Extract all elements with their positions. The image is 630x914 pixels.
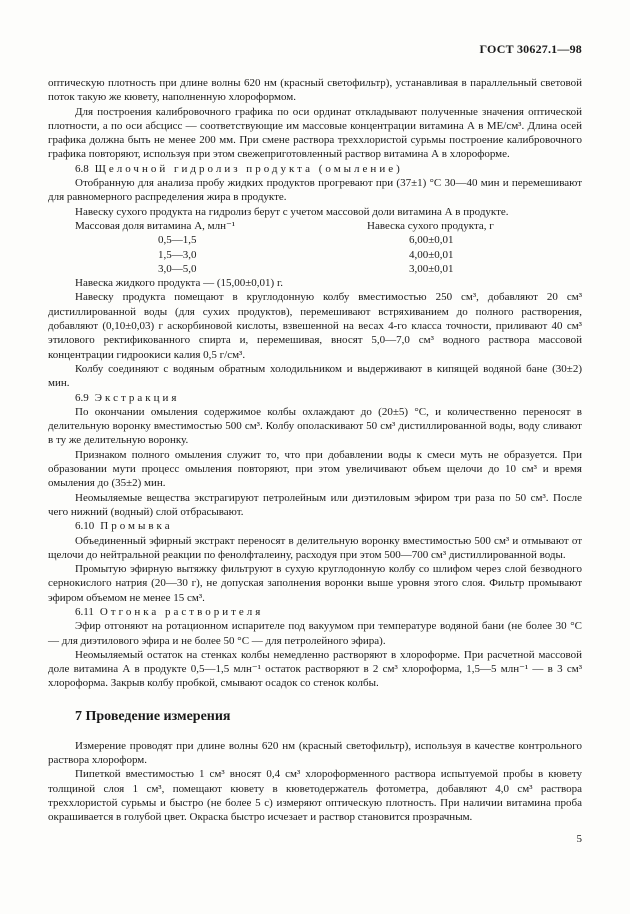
table-header: Массовая доля витамина А, млн⁻¹ xyxy=(75,219,236,232)
section-heading-7: 7 Проведение измерения xyxy=(75,708,231,724)
table-cell: 0,5—1,5 xyxy=(158,234,197,247)
section-heading-6-8: 6.8 Щелочной гидролиз продукта (омыление) xyxy=(75,162,403,175)
table-row xyxy=(48,248,582,262)
paragraph: Отобранную для анализа пробу жидких продуктов прогревают при (37±1) °С 30—40 мин и перемешивают для равномерного распределения жира в продукте. xyxy=(48,177,582,204)
paragraph: Объединенный эфирный экстракт переносят в делительную воронку вместимостью 500 см³ и отмывают от щелочи до нейтральной реакции по фенолфталеину, расходуя при этом 500—700 см³ дистиллированной воды. xyxy=(48,534,582,561)
table-cell: 6,00±0,01 xyxy=(409,234,454,247)
paragraph: Навеску сухого продукта на гидролиз берут с учетом массовой доли витамина А в продукте. xyxy=(75,205,509,218)
paragraph: Неомыляемый остаток на стенках колбы немедленно растворяют в хлороформе. При расчетной массовой доле витамина А в продукте 0,5—1,5 млн⁻¹ остаток растворяют в 2 см³ хлороформа, 1,5—5 млн⁻¹ — в 3 см³ хлороформа. Закрыв колбу пробкой, смывают осадок со стенок колбы. xyxy=(48,648,582,690)
section-heading-6-10: 6.10 Промывка xyxy=(75,520,173,533)
paragraph: Навеску продукта помещают в круглодонную колбу вместимостью 250 см³, добавляют 20 см³ дистиллированной воды (для сухих продуктов), перемешивают встряхиванием до полного растворения, добавляют (0,10±0,03) г аскорбиновой кислоты, взвешенной на весах 4-го класса точности, приливают 40 см³ этилового ректификованного спирта и, перемешивая, вносят 5,0—7,0 см³ водного раствора массовой концентрации гидроокиси калия 0,5 г/см³. xyxy=(48,291,582,361)
paragraph: Эфир отгоняют на ротационном испарителе под вакуумом при температуре водяной бани (не более 30 °С — для диэтилового эфира и не более 50 °С — для петролейного эфира). xyxy=(48,620,582,647)
document-code: ГОСТ 30627.1—98 xyxy=(479,42,582,56)
table-cell: 4,00±0,01 xyxy=(409,248,454,261)
paragraph: оптическую плотность при длине волны 620 нм (красный светофильтр), устанавливая в параллельный световой поток такую же кювету, наполненную хлороформом. xyxy=(48,77,582,104)
document-body xyxy=(48,76,582,825)
paragraph: Неомыляемые вещества экстрагируют петролейным или диэтиловым эфиром три раза по 50 см³. После чего нижний (водный) слой отбрасывают. xyxy=(48,491,582,518)
table-cell: 1,5—3,0 xyxy=(158,248,197,261)
table-row xyxy=(48,262,582,276)
paragraph: Колбу соединяют с водяным обратным холодильником и выдерживают в кипящей водяной бане (30±2) мин. xyxy=(48,362,582,390)
paragraph: Признаком полного омыления служит то, что при добавлении воды к смеси муть не образуется. При образовании мути процесс омыления повторяют, при этом увеличивают объем щелочи до 10 см³ и время омыления до (35±2) мин. xyxy=(48,448,582,490)
mass-table xyxy=(48,219,582,276)
page-number: 5 xyxy=(576,833,582,845)
paragraph: Измерение проводят при длине волны 620 нм (красный светофильтр), используя в качестве контрольного раствора хлороформ. xyxy=(48,739,582,767)
paragraph: Для построения калибровочного графика по оси ординат откладывают полученные значения оптической плотности, а по оси абсцисс — соответствующие им массовые концентрации витамина А в МЕ/см³. Длина осей графика должна быть не менее 200 мм. При смене раствора треххлористой сурьмы построение калибровочного графика повторяют, используя при этом свежеприготовленный раствор витамина А в хлороформе. xyxy=(48,105,582,161)
paragraph: Пипеткой вместимостью 1 см³ вносят 0,4 см³ хлороформенного раствора испытуемой пробы в кювету толщиной слоя 1 см³, помещают кювету в кюветодержатель фотометра, добавляют 4,0 см³ раствора треххлористой сурьмы и быстро (не более 5 с) измеряют оптическую плотность. При наличии витамина проба окрашивается в голубой цвет. Окраска быстро исчезает и раствор становится прозрачным. xyxy=(48,768,582,824)
table-header-row xyxy=(48,219,582,233)
table-row xyxy=(48,233,582,247)
section-heading-6-11: 6.11 Отгонка растворителя xyxy=(75,605,264,618)
table-cell: 3,0—5,0 xyxy=(158,262,197,275)
table-header: Навеска сухого продукта, г xyxy=(367,219,494,232)
paragraph: Промытую эфирную вытяжку фильтруют в сухую круглодонную колбу со шлифом через слой безводного сернокислого натрия (20—30 г), не допуская заполнения воронки выше уровня этого слоя. Фильтр промывают эфиром объемом не менее 15 см³. xyxy=(48,563,582,604)
table-cell: 3,00±0,01 xyxy=(409,262,454,275)
paragraph: Навеска жидкого продукта — (15,00±0,01) г. xyxy=(75,277,283,290)
section-heading-6-9: 6.9 Экстракция xyxy=(75,391,180,404)
paragraph: По окончании омыления содержимое колбы охлаждают до (20±5) °С, и количественно переносят в делительную воронку вместимостью 500 см³. Колбу ополаскивают 50 см³ дистиллированной воды, воду сливают в ту же делительную воронку. xyxy=(48,405,582,447)
